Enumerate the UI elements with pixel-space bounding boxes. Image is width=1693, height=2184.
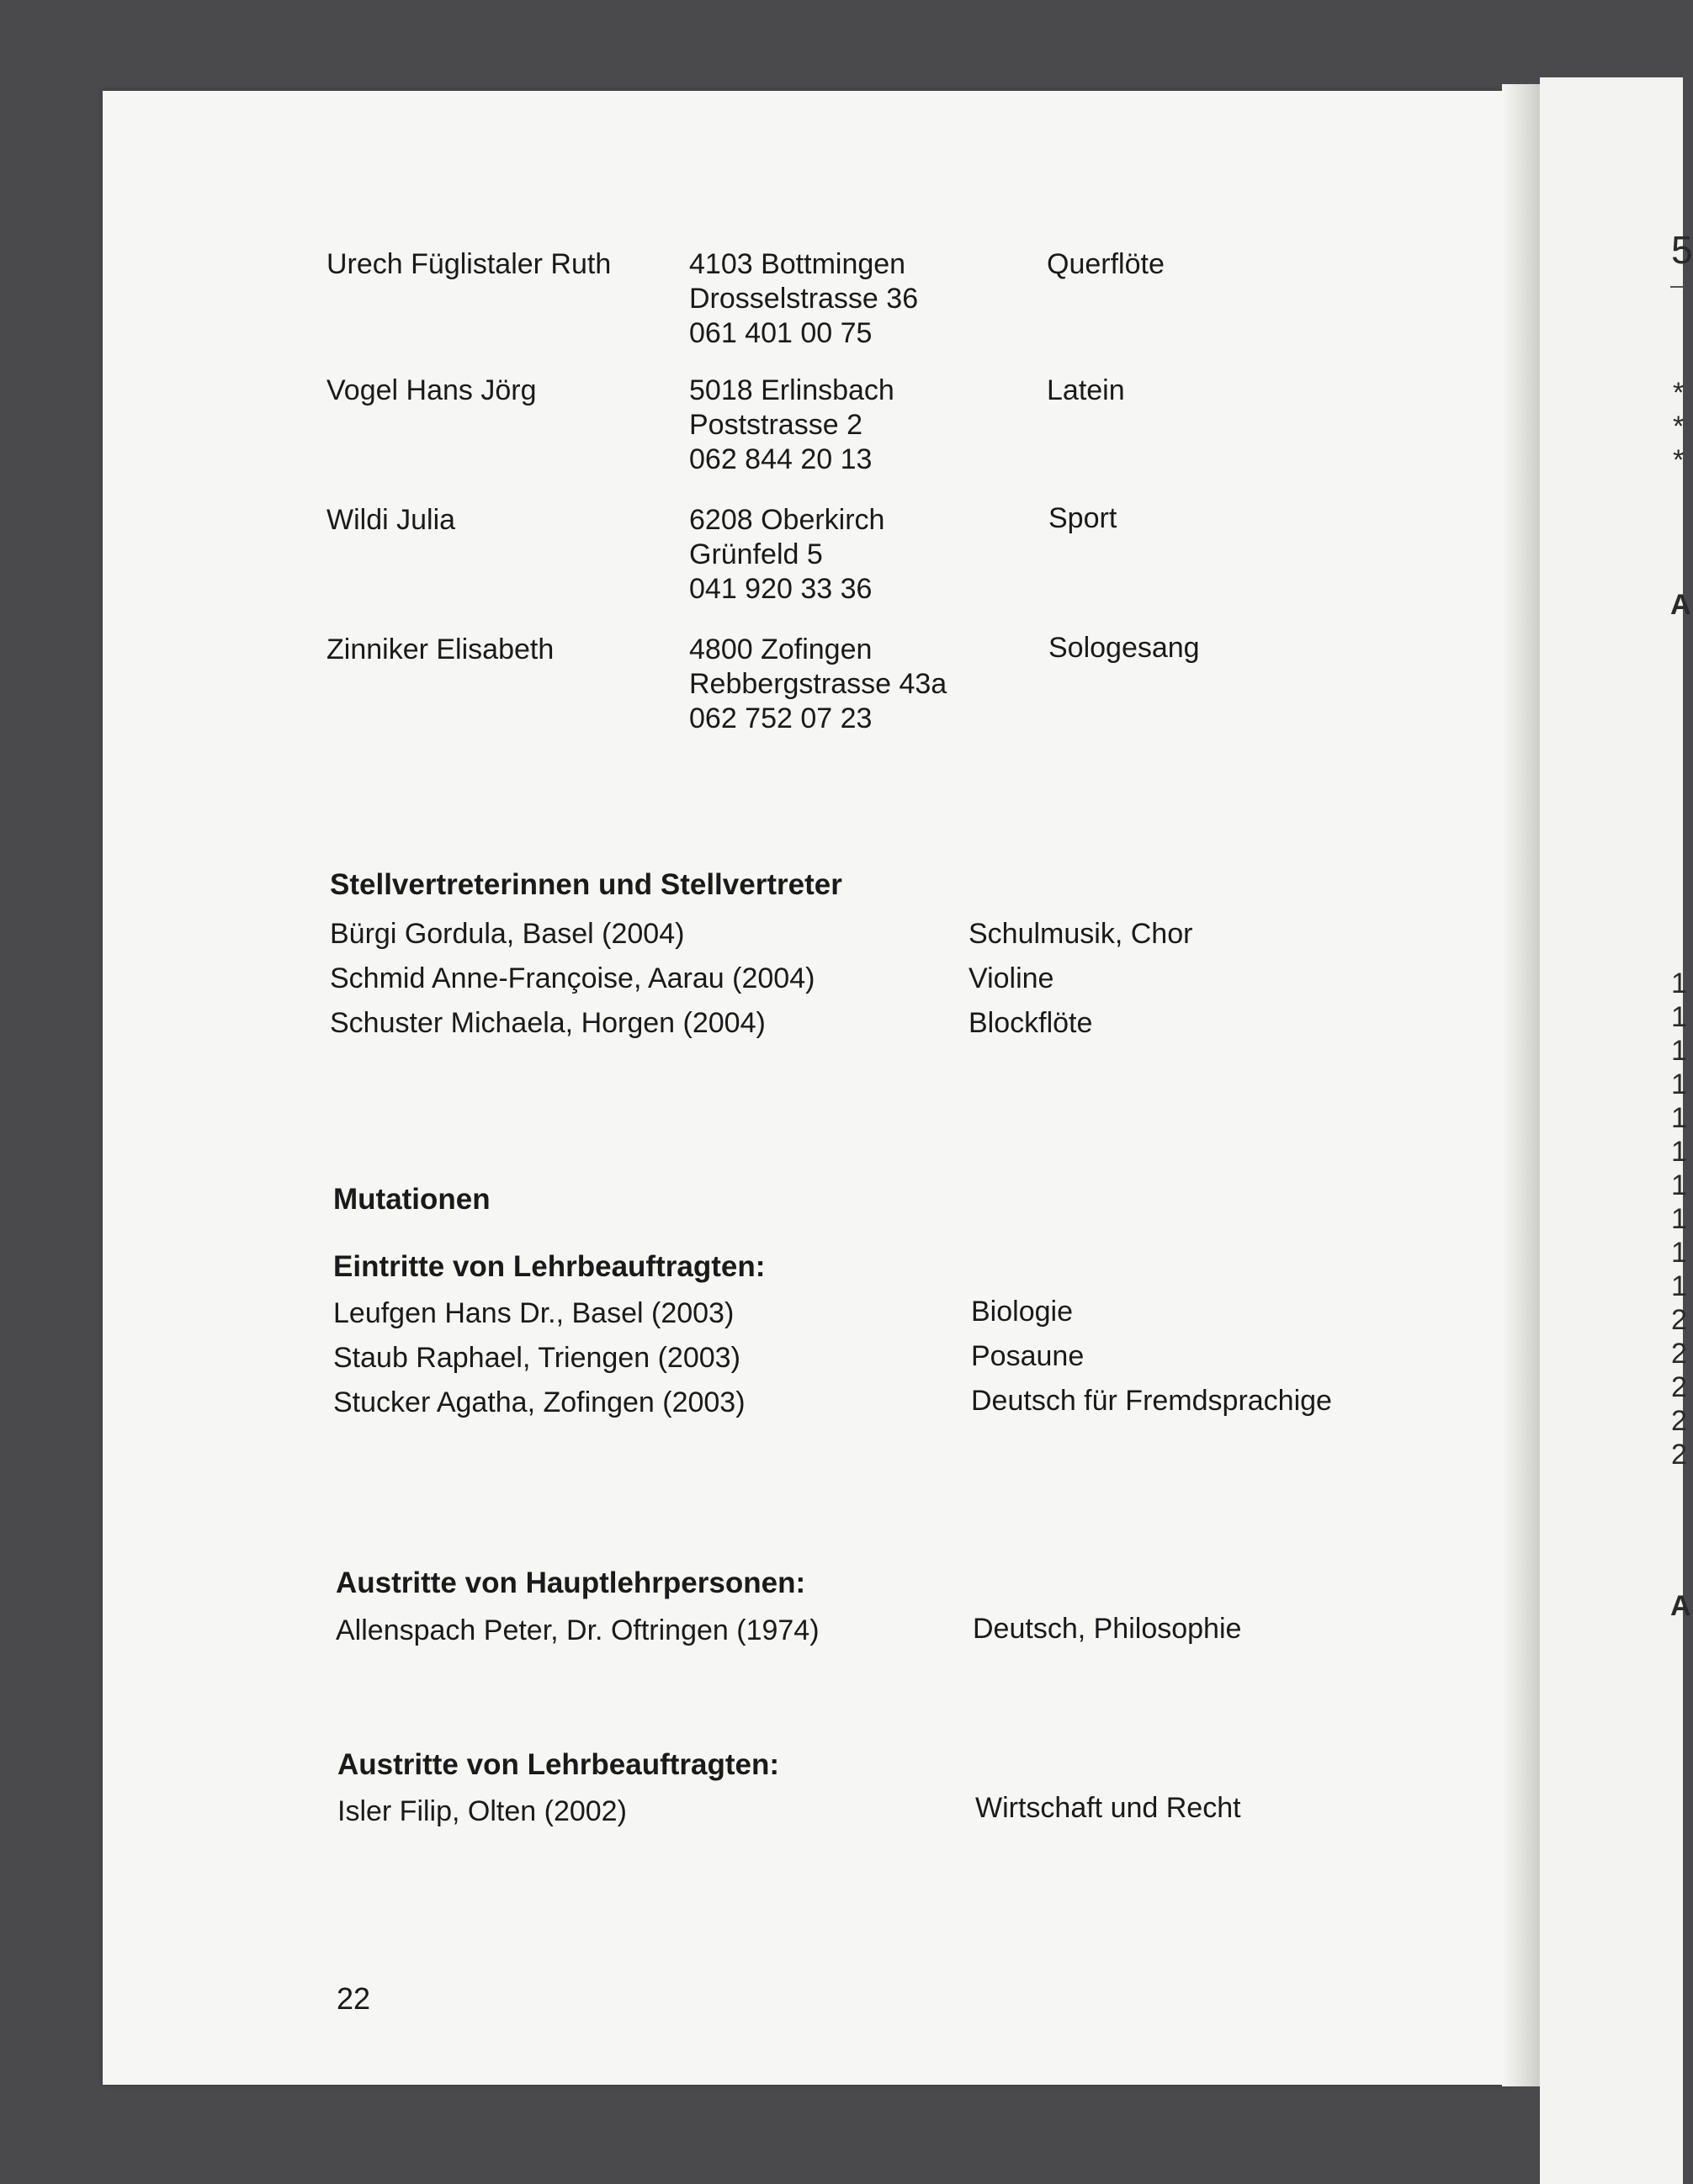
teacher-phone: 062 752 07 23 bbox=[689, 702, 873, 734]
teacher-address-line: Rebbergstrasse 43a bbox=[689, 668, 947, 700]
teacher-subject: Querflöte bbox=[1047, 248, 1165, 280]
teacher-phone: 061 401 00 75 bbox=[689, 317, 873, 349]
next-page-fragment: 1 bbox=[1671, 1035, 1687, 1067]
next-page-fragment: 1 bbox=[1671, 1136, 1687, 1168]
next-page-fragment: 1 bbox=[1671, 1169, 1687, 1201]
page-number: 22 bbox=[337, 1981, 371, 2016]
entry-person: Staub Raphael, Triengen (2003) bbox=[333, 1342, 740, 1374]
entry-person: Leufgen Hans Dr., Basel (2003) bbox=[333, 1297, 735, 1329]
next-page-fragment: * bbox=[1673, 411, 1685, 443]
entry-subject: Deutsch für Fremdsprachige bbox=[971, 1385, 1332, 1417]
entry-subject: Posaune bbox=[971, 1340, 1085, 1372]
next-page-fragment: 2 bbox=[1671, 1439, 1687, 1471]
substitute-person: Bürgi Gordula, Basel (2004) bbox=[330, 918, 685, 950]
next-page-fragment: * bbox=[1673, 377, 1685, 409]
next-page-fragment: 2 bbox=[1671, 1405, 1687, 1437]
section-heading-mutations: Mutationen bbox=[333, 1183, 491, 1216]
next-page-fragment: 1 bbox=[1671, 1237, 1687, 1269]
subheading-contract-exits: Austritte von Lehrbeauftragten: bbox=[337, 1748, 780, 1781]
next-page-fragment: 5 bbox=[1671, 228, 1693, 272]
next-page-fragment: 2 bbox=[1671, 1304, 1687, 1336]
exit-subject: Wirtschaft und Recht bbox=[975, 1792, 1241, 1824]
next-page-fragment: A bbox=[1670, 1590, 1691, 1622]
next-page-fragment: 1 bbox=[1671, 1068, 1687, 1100]
next-page-fragment: 2 bbox=[1671, 1338, 1687, 1370]
teacher-name: Zinniker Elisabeth bbox=[326, 633, 555, 665]
substitute-subject: Schulmusik, Chor bbox=[969, 918, 1193, 950]
teacher-name: Vogel Hans Jörg bbox=[326, 374, 537, 406]
next-page-fragment: 1 bbox=[1671, 1270, 1687, 1302]
subheading-main-exits: Austritte von Hauptlehrpersonen: bbox=[336, 1566, 806, 1599]
substitute-subject: Violine bbox=[969, 962, 1054, 994]
teacher-address-line: Poststrasse 2 bbox=[689, 409, 862, 441]
exit-person: Isler Filip, Olten (2002) bbox=[337, 1795, 627, 1827]
entry-person: Stucker Agatha, Zofingen (2003) bbox=[333, 1386, 746, 1418]
exit-subject: Deutsch, Philosophie bbox=[973, 1613, 1242, 1645]
next-page-fragment: 1 bbox=[1671, 1001, 1687, 1033]
substitute-subject: Blockflöte bbox=[969, 1007, 1093, 1039]
subheading-entries: Eintritte von Lehrbeauftragten: bbox=[333, 1250, 766, 1283]
teacher-subject: Sologesang bbox=[1048, 632, 1200, 664]
teacher-address-line: Drosselstrasse 36 bbox=[689, 283, 919, 315]
next-page-rule bbox=[1670, 286, 1683, 288]
next-page-edge bbox=[1540, 77, 1683, 2184]
teacher-subject: Latein bbox=[1047, 374, 1125, 406]
entry-subject: Biologie bbox=[971, 1296, 1073, 1328]
teacher-subject: Sport bbox=[1048, 502, 1117, 534]
next-page-fragment: 1 bbox=[1671, 1203, 1687, 1235]
substitute-person: Schuster Michaela, Horgen (2004) bbox=[330, 1007, 766, 1039]
next-page-fragment: 1 bbox=[1671, 967, 1687, 999]
next-page-fragment: A bbox=[1670, 589, 1691, 621]
teacher-address-line: 4103 Bottmingen bbox=[689, 248, 906, 280]
section-heading-substitutes: Stellvertreterinnen und Stellvertreter bbox=[330, 868, 842, 901]
teacher-address-line: 5018 Erlinsbach bbox=[689, 374, 894, 406]
next-page-fragment: 2 bbox=[1671, 1371, 1687, 1403]
teacher-phone: 062 844 20 13 bbox=[689, 443, 873, 475]
teacher-address-line: 6208 Oberkirch bbox=[689, 504, 885, 536]
teacher-name: Urech Füglistaler Ruth bbox=[326, 248, 612, 280]
next-page-fragment: * bbox=[1673, 444, 1685, 476]
exit-person: Allenspach Peter, Dr. Oftringen (1974) bbox=[336, 1614, 820, 1646]
teacher-address-line: 4800 Zofingen bbox=[689, 633, 873, 665]
substitute-person: Schmid Anne-Françoise, Aarau (2004) bbox=[330, 962, 815, 994]
teacher-address-line: Grünfeld 5 bbox=[689, 538, 823, 570]
next-page-fragment: 1 bbox=[1671, 1102, 1687, 1134]
teacher-name: Wildi Julia bbox=[326, 504, 456, 536]
teacher-phone: 041 920 33 36 bbox=[689, 573, 873, 605]
